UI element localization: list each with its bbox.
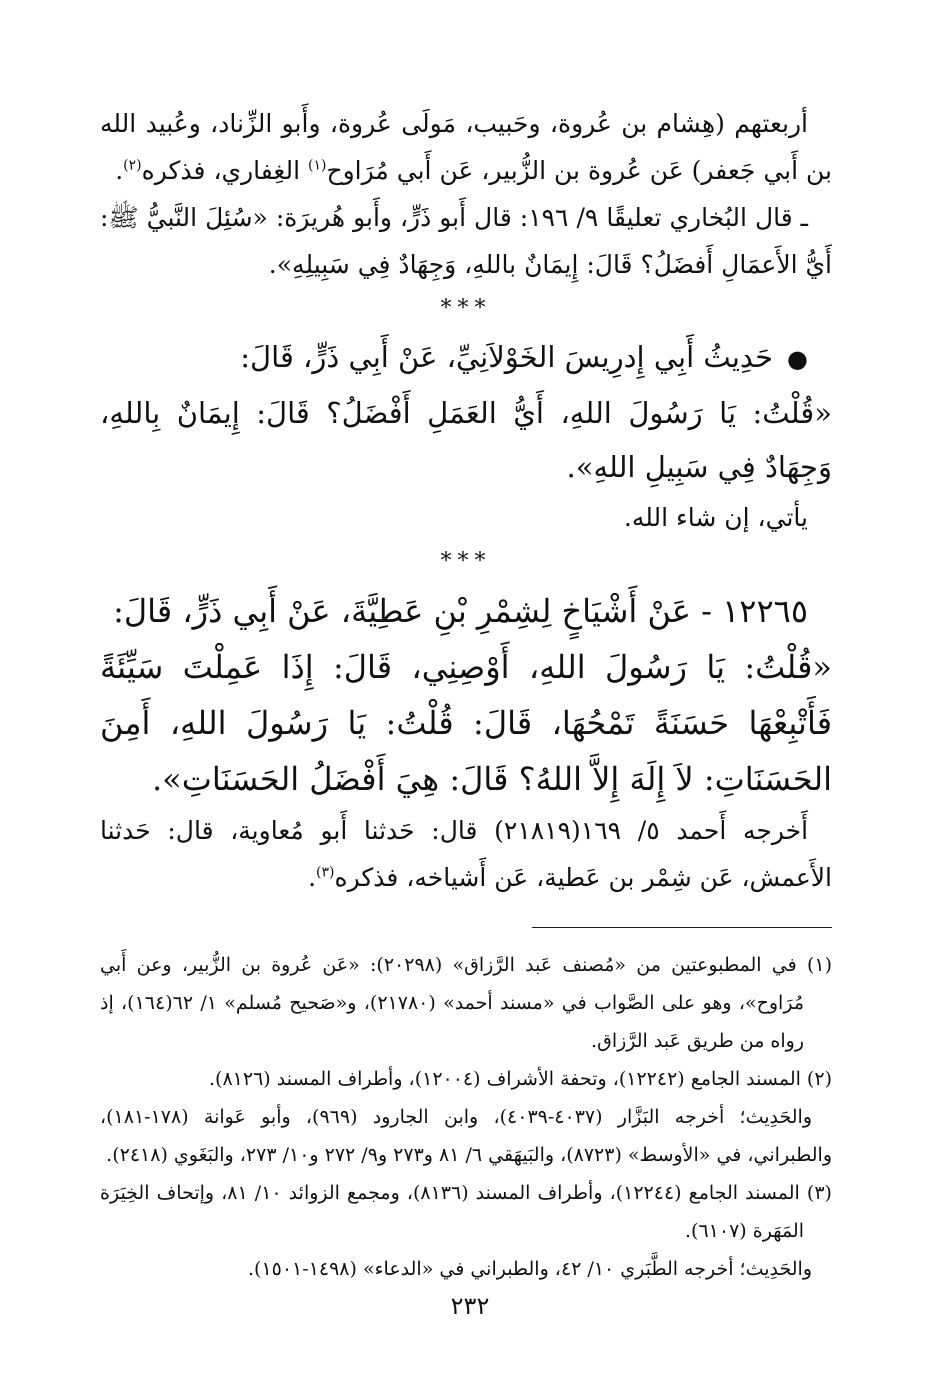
footnote-1: (١) في المطبوعتين من «مُصنف عَبد الرَّزاق» (٢٠٢٩٨): «عَن عُروة بن الزُّبير، وعن أَبي مُرَاوح»، وهو على الصَّواب في «مسند أحمد» (٢١٧٨٠)، و«صَحيح مُسلم» ١/ ٦٢(١٦٤)، إذ رواه من طريق عَبد الرَّزاق.: [100, 954, 832, 1052]
footnote-separator: [532, 927, 832, 928]
footnote-ref-1: (١): [308, 157, 327, 174]
takhrij-end: .: [308, 863, 317, 892]
footnote-3-continued: والحَدِيث؛ أخرجه الطَّبَري ١٠/ ٤٢، والطبراني في «الدعاء» (١٤٩٨-١٥٠١).: [247, 1258, 812, 1280]
takhrij-text: أَخرجه أَحمد ٥/ ١٦٩(٢١٨١٩) قال: حَدثنا أَبو مُعاوية، قال: حَدثنا الأَعمش، عَن شِمْر بن عَطية، عَن أَشياخه، فذكره: [100, 816, 832, 892]
paragraph-takhrij: [100, 807, 832, 901]
bullet-icon: ●: [787, 345, 808, 373]
footnote-ref-2: (٢): [123, 157, 142, 174]
hadith-text-2: «قُلْتُ: يَا رَسُولَ اللهِ، أَوْصِنِي، قَالَ: إِذَا عَمِلْتَ سَيِّئَةً فَأَتْبِعْهَا حَسَنَةً تَمْحُهَا، قَالَ: قُلْتُ: يَا رَسُولَ اللهِ، أَمِنَ الحَسَنَاتِ: لاَ إِلَهَ إِلاَّ اللهُ؟ قَالَ: هِيَ أَفْضَلُ الحَسَنَاتِ».: [100, 648, 832, 798]
hadith-heading-text: حَدِيثُ أَبِي إِدرِيسَ الخَوْلاَنِيِّ، عَنْ أَبِي ذَرٍّ، قَالَ:: [240, 340, 774, 374]
section-divider-stars: ***: [440, 296, 492, 321]
footnote-2: (٢) المسند الجامع (١٢٢٤٢)، وتحفة الأشراف (١٢٠٠٤)، وأطراف المسند (٨١٢٦).: [209, 1068, 832, 1090]
paragraph-chain-text: أربعتهم (هِشام بن عُروة، وحَبيب، مَولَى عُروة، وأَبو الزِّناد، وعُبيد الله بن أَبي جَعفر) عَن عُروة بن الزُّبير، عَن أَبي مُرَاوح: [100, 109, 832, 185]
footnote-2-continued: والحَدِيث؛ أخرجه البَزَّار (٤٠٣٧-٤٠٣٩)، وابن الجارود (٩٦٩)، وأبو عَوانة (١٧٨-١٨١)، والطبراني، في «الأوسط» (٨٧٢٣)، والبَيهَقي ٦/ ٨١ و٢٧٣ و٩/ ٢٧٢ و١٠/ ٢٧٣، والبَغَوي (٢٤١٨).: [100, 1106, 832, 1166]
hadith-heading-bullet: [100, 330, 832, 386]
hadith-text-1: «قُلْتُ: يَا رَسُولَ اللهِ، أَيُّ العَمَلِ أَفْضَلُ؟ قَالَ: إِيمَانٌ بِاللهِ، وَجِهَادٌ فِي سَبِيلِ اللهِ».: [100, 396, 832, 484]
footnote-3: (٣) المسند الجامع (١٢٢٤٤)، وأطراف المسند (٨١٣٦)، ومجمع الزوائد ١٠/ ٨١، وإتحاف الخِيَرَة المَهَرة (٦١٠٧).: [100, 1182, 832, 1242]
note-coming: يأتي، إن شاء الله.: [623, 503, 808, 532]
paragraph-chain-text-b: الغِفاري، فذكره: [141, 156, 308, 185]
paragraph-chain-end: .: [115, 156, 124, 185]
paragraph-bukhari: ـ قال البُخاري تعليقًا ٩/ ١٩٦: قال أَبو ذَرٍّ، وأَبو هُريرَة: «سُئِلَ النَّبيُّ ﷺ: أَيُّ الأَعمَالِ أَفضَلُ؟ قَالَ: إِيمَانٌ باللهِ، وَجِهَادٌ فِي سَبِيلِهِ».: [100, 203, 832, 279]
section-divider-stars-2: ***: [440, 549, 492, 574]
hadith-number-heading: ١٢٢٦٥ - عَنْ أَشْيَاخٍ لِشِمْرِ بْنِ عَطِيَّةَ، عَنْ أَبِي ذَرٍّ، قَالَ:: [113, 592, 808, 630]
page-number: ٢٣٢: [450, 1292, 490, 1320]
footnotes: [100, 946, 832, 1288]
paragraph-chain: [100, 100, 832, 194]
footnote-ref-3: (٣): [316, 864, 335, 881]
